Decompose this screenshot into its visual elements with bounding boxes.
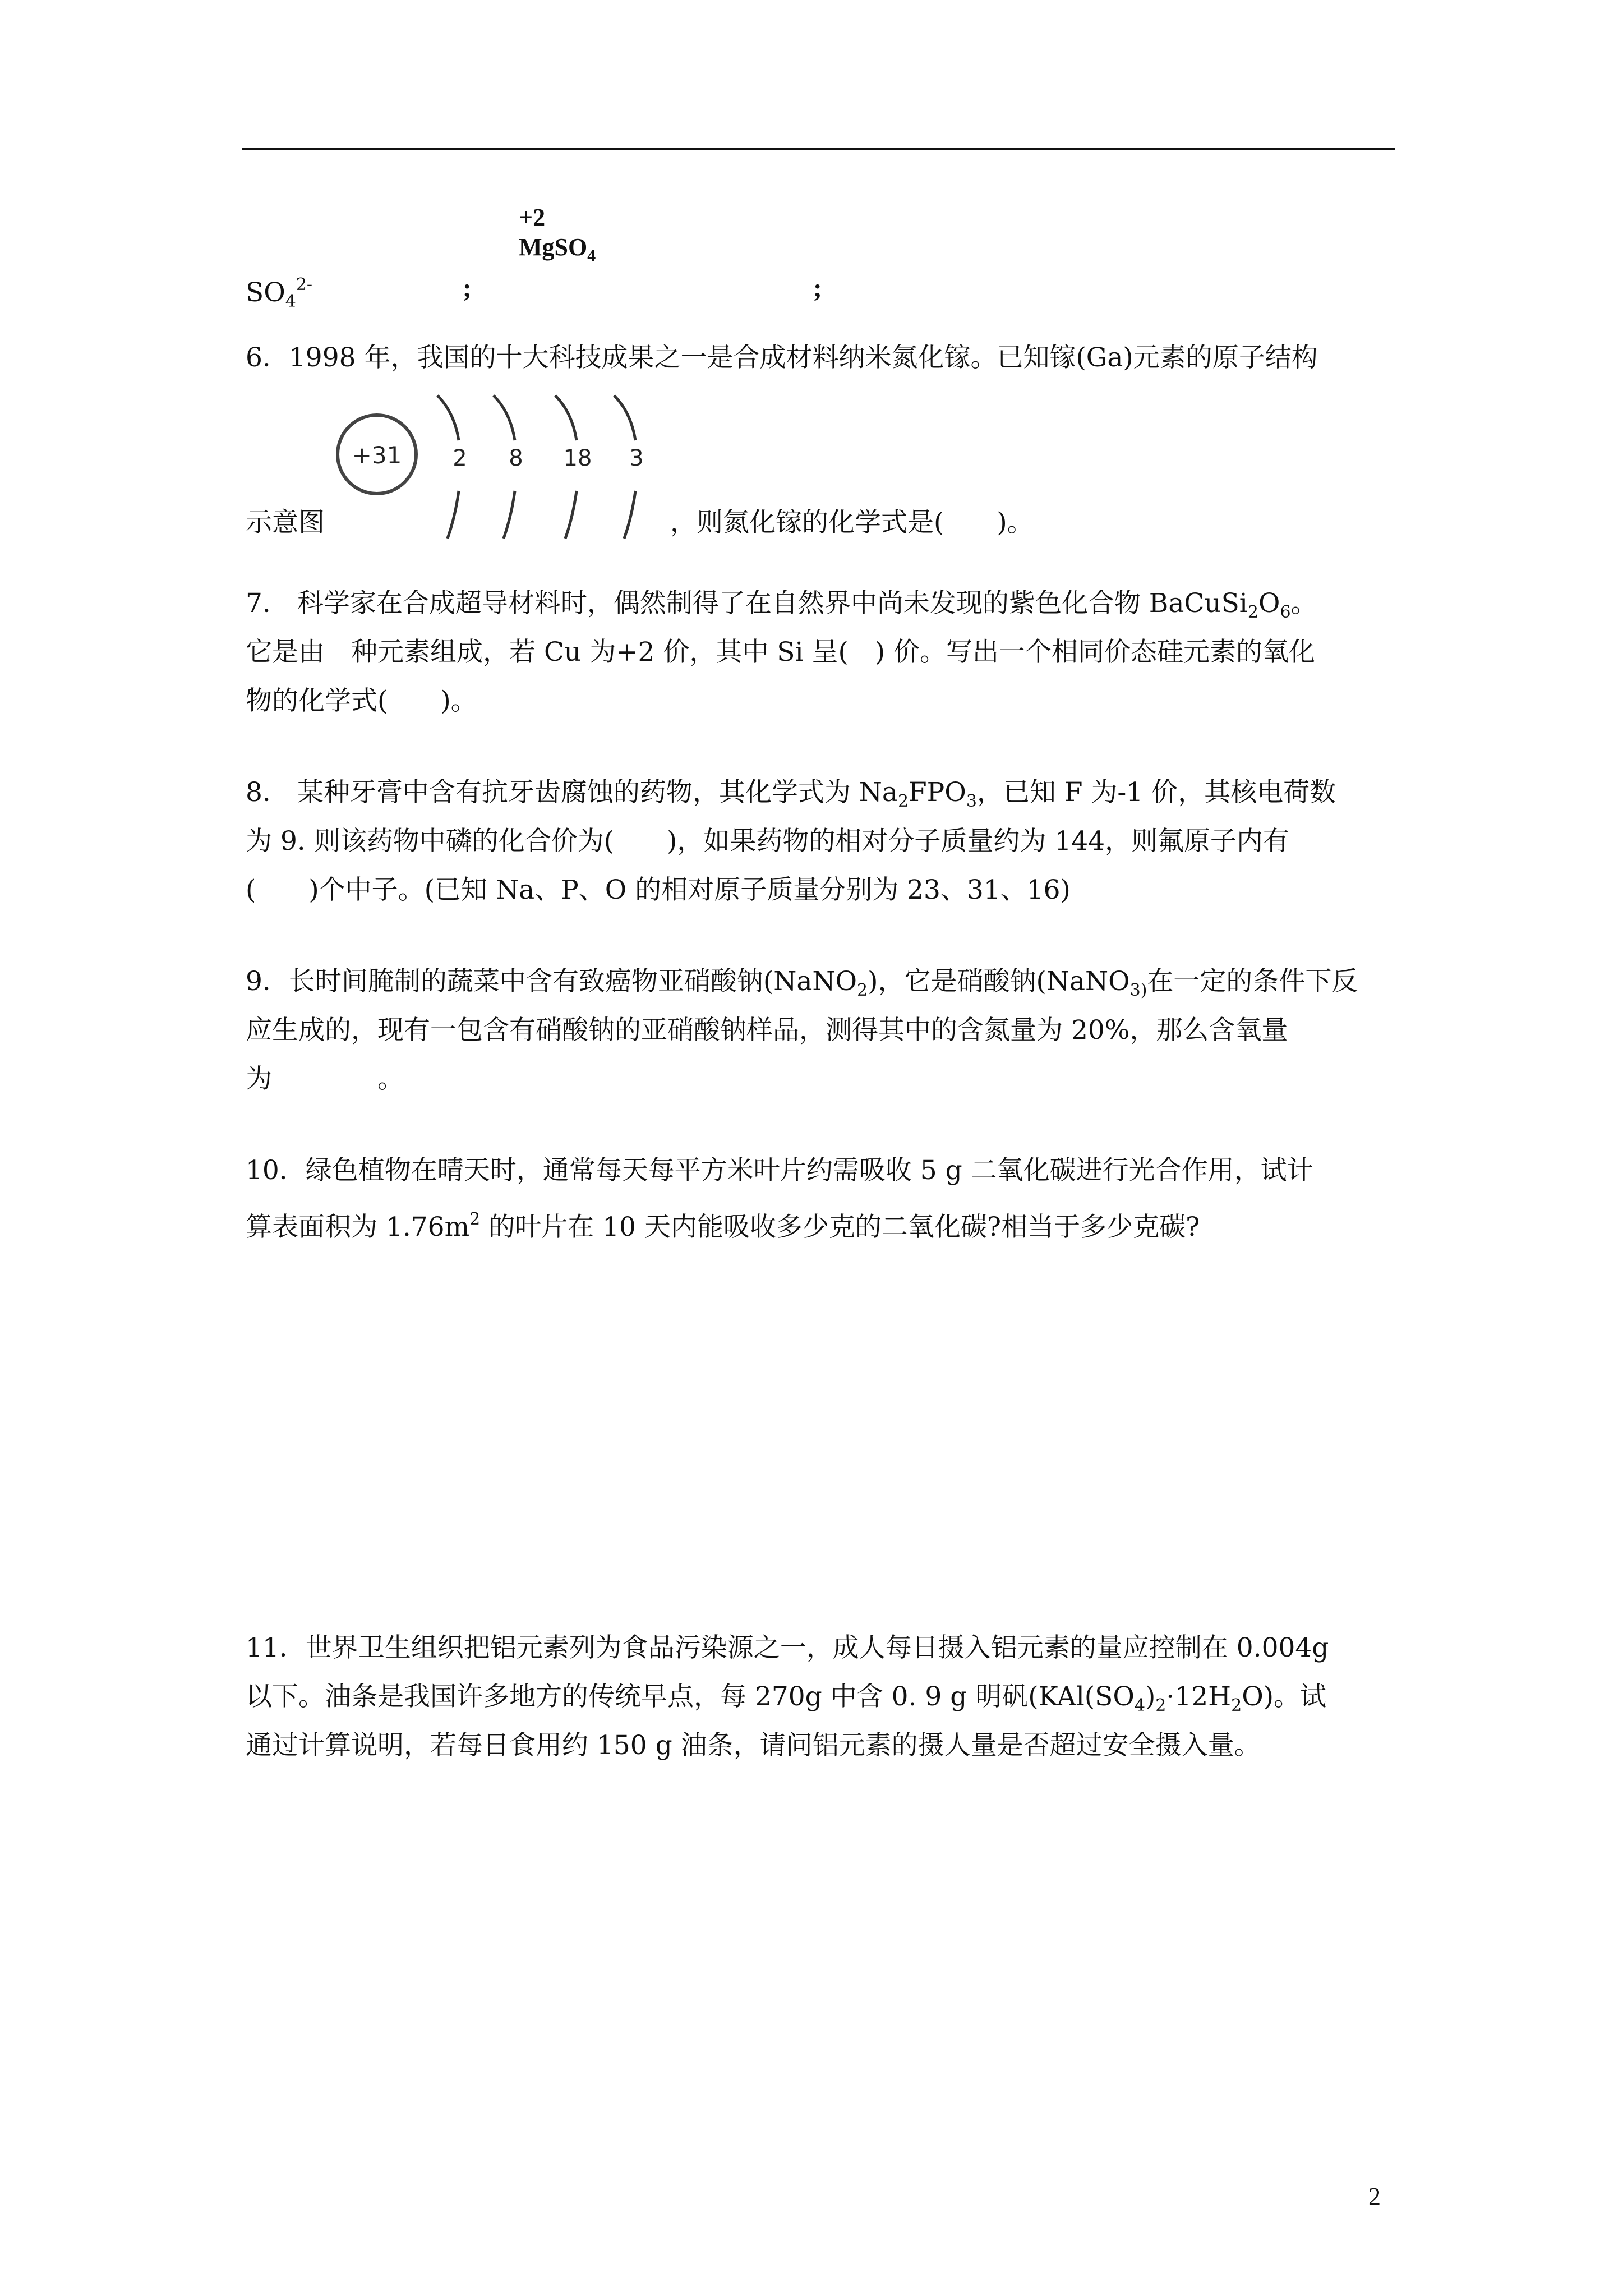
compound-sub: 4 [587, 246, 596, 265]
q9-text-c: 在一定的条件下反 [1147, 966, 1358, 997]
q10-sup: 2 [469, 1209, 481, 1229]
q11-text-b: ) [1145, 1681, 1156, 1712]
q9-sub-1: 2 [857, 981, 868, 1000]
q11-text-d: O)。试 [1242, 1681, 1327, 1712]
nucleus-label: +31 [352, 441, 402, 469]
q6-line-2-post: ，则氮化镓的化学式是( )。 [670, 507, 1034, 538]
q10-text-b: 的叶片在 10 天内能吸收多少克的二氧化碳?相当于多少克碳? [480, 1212, 1200, 1243]
shell-electron-count: 18 [563, 445, 592, 471]
q8-text-a: 8． 某种牙膏中含有抗牙齿腐蚀的药物，其化学式为 Na [246, 777, 898, 808]
shell-arc-bottom [565, 491, 577, 539]
q11-text-a: 以下。油条是我国许多地方的传统早点，每 270g 中含 0. 9 g 明矾(KAl(SO [246, 1681, 1135, 1712]
q8-line-2: 为 9. 则该药物中磷的化合价为( )，如果药物的相对分子质量约为 144，则氟原子内有 [246, 826, 1290, 857]
q9-line-2: 应生成的，现有一包含有硝酸钠的亚硝酸钠样品，测得其中的含氮量为 20%，那么含氧量 [246, 1015, 1288, 1046]
q6-line-1: 6．1998 年，我国的十大科技成果之一是合成材料纳米氮化镓。已知镓(Ga)元素的原子结构 [246, 342, 1318, 373]
q9-line-1 [246, 965, 1358, 1007]
page-number: 2 [1368, 2183, 1381, 2210]
q7-line-2: 它是由 种元素组成，若 Cu 为+2 价，其中 Si 呈( ) 价。写出一个相同价态硅元素的氧化 [246, 637, 1316, 668]
q11-sub-2: 2 [1155, 1696, 1166, 1715]
q11-text-c: ·12H [1166, 1681, 1232, 1712]
q10-line-1: 10．绿色植物在晴天时，通常每天每平方米叶片约需吸收 5 g 二氧化碳进行光合作用，试计 [246, 1155, 1313, 1186]
q8-sub-1: 2 [897, 792, 909, 811]
shell-electron-count: 8 [509, 445, 523, 471]
q11-line-1: 11．世界卫生组织把铝元素列为食品污染源之一，成人每日摄入铝元素的量应控制在 0.004g [246, 1632, 1329, 1663]
semicolon-1: ; [463, 274, 472, 303]
q9-text-a: 9．长时间腌制的蔬菜中含有致癌物亚硝酸钠(NaNO [246, 966, 857, 997]
header-rule [242, 148, 1395, 150]
q11-line-3: 通过计算说明，若每日食用约 150 g 油条，请问铝元素的摄人量是否超过安全摄入量。 [246, 1730, 1261, 1761]
shell-electron-count: 3 [629, 445, 644, 471]
valence-label: +2 [519, 204, 546, 231]
shell-arc-bottom [504, 491, 515, 539]
electron-shells [437, 395, 644, 539]
q9-sub-2: 3) [1129, 981, 1147, 1000]
shell-arc-top [494, 395, 515, 440]
q7-text-c: 。 [1290, 588, 1317, 619]
compound-formula [519, 233, 596, 265]
q8-sub-2: 3 [966, 792, 977, 811]
gallium-atom-diagram [331, 387, 656, 555]
shell-arc-top [437, 395, 459, 440]
shell-arc-top [614, 395, 635, 440]
sulfate-ion [246, 268, 312, 319]
q7-line-1 [246, 587, 1317, 629]
shell-arc-bottom [624, 491, 635, 539]
q7-line-3: 物的化学式( )。 [246, 685, 477, 716]
q10-text-a: 算表面积为 1.76m [246, 1212, 470, 1243]
shell-arc-top [555, 395, 577, 440]
q7-text-b: O [1258, 588, 1280, 619]
q10-line-2 [246, 1203, 1200, 1244]
ion-text: SO [246, 277, 285, 308]
q9-line-3: 为 。 [246, 1064, 404, 1094]
q8-text-c: ，已知 F 为-1 价，其核电荷数 [976, 777, 1336, 808]
q11-sub-3: 2 [1231, 1696, 1242, 1715]
q8-text-b: FPO [909, 777, 966, 808]
q11-line-2 [246, 1680, 1326, 1723]
q7-sub-1: 2 [1247, 602, 1258, 622]
q9-text-b: )，它是硝酸钠(NaNO [868, 966, 1130, 997]
q7-text-a: 7． 科学家在合成超导材料时，偶然制得了在自然界中尚未发现的紫色化合物 BaCuSi [246, 588, 1248, 619]
ion-sup: 2- [296, 275, 313, 295]
q7-sub-2: 6 [1280, 602, 1291, 622]
q8-line-1 [246, 776, 1336, 818]
ion-sub: 4 [285, 292, 296, 311]
compound-text: MgSO [519, 233, 588, 261]
shell-arc-bottom [448, 491, 459, 539]
q11-sub-1: 4 [1134, 1696, 1145, 1715]
shell-electron-count: 2 [453, 445, 467, 471]
semicolon-2: ; [813, 274, 822, 303]
q8-line-3: ( )个中子。(已知 Na、P、O 的相对原子质量分别为 23、31、16) [246, 875, 1071, 905]
q6-line-2-pre: 示意图 [246, 507, 325, 538]
